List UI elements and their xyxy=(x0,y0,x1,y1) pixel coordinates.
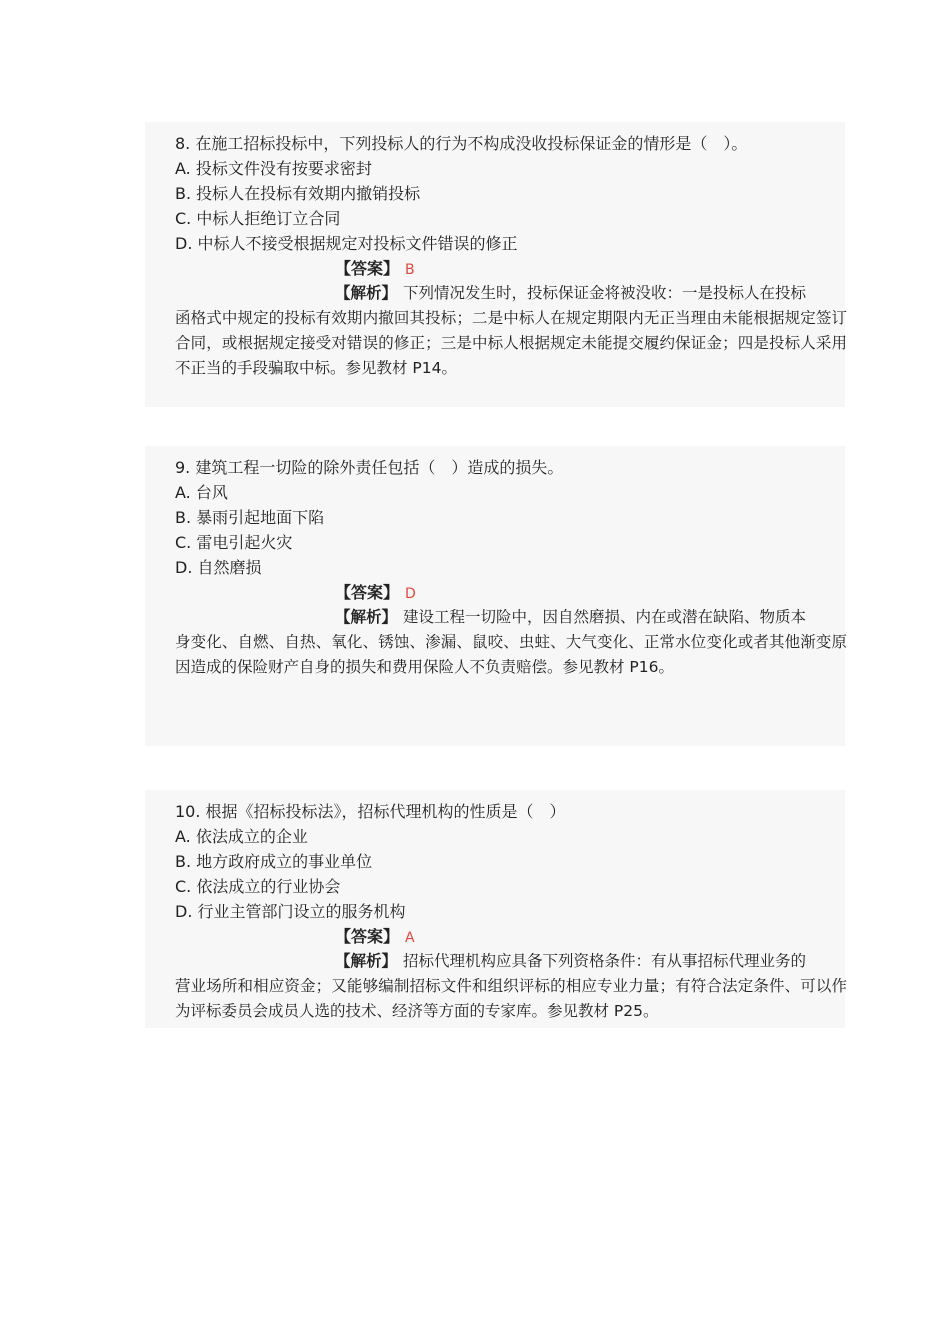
option-a: A. 依法成立的企业 xyxy=(175,827,308,846)
answer-label: 【答案】 xyxy=(335,583,400,602)
option-c: C. 雷电引起火灾 xyxy=(175,533,293,552)
answer-label: 【答案】 xyxy=(335,927,400,946)
analysis-paragraph xyxy=(175,605,847,680)
question-block-10 xyxy=(145,790,845,1028)
question-stem: 8. 在施工招标投标中，下列投标人的行为不构成没收投标保证金的情形是（ ）。 xyxy=(175,134,748,153)
question-stem: 9. 建筑工程一切险的除外责任包括（ ）造成的损失。 xyxy=(175,458,564,477)
answer-line xyxy=(335,259,415,280)
option-c: C. 依法成立的行业协会 xyxy=(175,877,341,896)
option-d: D. 行业主管部门设立的服务机构 xyxy=(175,902,406,921)
option-b: B. 投标人在投标有效期内撤销投标 xyxy=(175,184,421,203)
answer-value: D xyxy=(405,586,416,602)
answer-label: 【答案】 xyxy=(335,259,400,278)
option-b: B. 暴雨引起地面下陷 xyxy=(175,508,325,527)
option-b: B. 地方政府成立的事业单位 xyxy=(175,852,373,871)
analysis-text: 营业场所和相应资金；又能够编制招标文件和组织评标的相应专业力量；有符合法定条件、可以作为评标委员会成员人选的技术、经济等方面的专家库。参见教材 P25。 xyxy=(175,977,847,1020)
question-block-9 xyxy=(145,446,845,746)
question-stem: 10. 根据《招标投标法》，招标代理机构的性质是（ ） xyxy=(175,802,566,821)
analysis-first-line: 下列情况发生时，投标保证金将被没收：一是投标人在投标 xyxy=(403,284,807,302)
analysis-label: 【解析】 xyxy=(335,952,398,970)
analysis-first-line: 招标代理机构应具备下列资格条件：有从事招标代理业务的 xyxy=(403,952,807,970)
analysis-paragraph xyxy=(175,949,847,1024)
answer-line xyxy=(335,927,415,948)
analysis-text: 函格式中规定的投标有效期内撤回其投标；二是中标人在规定期限内无正当理由未能根据规定签订合同，或根据规定接受对错误的修正；三是中标人根据规定未能提交履约保证金；四是投标人采用不正当的手段骗取中标。参见教材 P14。 xyxy=(175,309,847,377)
option-d: D. 中标人不接受根据规定对投标文件错误的修正 xyxy=(175,234,518,253)
analysis-paragraph xyxy=(175,281,847,381)
option-c: C. 中标人拒绝订立合同 xyxy=(175,209,341,228)
analysis-first-line: 建设工程一切险中，因自然磨损、内在或潜在缺陷、物质本 xyxy=(403,608,807,626)
answer-value: A xyxy=(405,930,415,946)
analysis-label: 【解析】 xyxy=(335,608,398,626)
answer-line xyxy=(335,583,416,604)
option-d: D. 自然磨损 xyxy=(175,558,262,577)
answer-value: B xyxy=(405,262,415,278)
analysis-label: 【解析】 xyxy=(335,284,398,302)
analysis-text: 身变化、自燃、自热、氧化、锈蚀、渗漏、鼠咬、虫蛀、大气变化、正常水位变化或者其他渐变原因造成的保险财产自身的损失和费用保险人不负责赔偿。参见教材 P16。 xyxy=(175,633,847,676)
option-a: A. 台风 xyxy=(175,483,228,502)
option-a: A. 投标文件没有按要求密封 xyxy=(175,159,372,178)
question-block-8 xyxy=(145,122,845,407)
